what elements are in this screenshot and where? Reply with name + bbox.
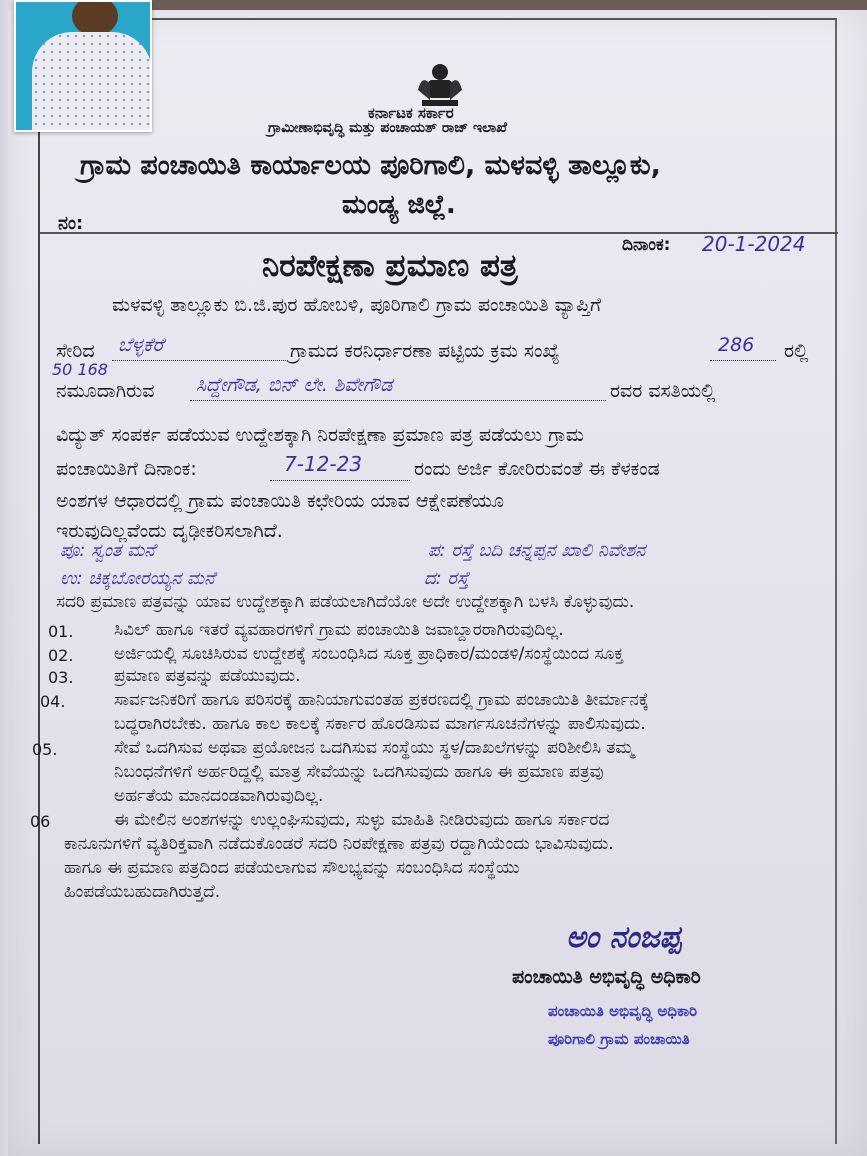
body-line-3-end: ರವರ ವಸತಿಯಲ್ಲಿ <box>610 380 716 402</box>
boundary-north: ಉ: ಚಿಕ್ಕಬೋರಯ್ಯನ ಮನೆ <box>60 568 215 589</box>
date-label: ದಿನಾಂಕ: <box>622 235 671 255</box>
condition-2-text: ಅರ್ಜಿಯಲ್ಲಿ ಸೂಚಿಸಿರುವ ಉದ್ದೇಶಕ್ಕೆ ಸಂಬಂಧಿಸಿದ ಸೂಕ್ತ ಪ್ರಾಧಿಕಾರ/ಮಂಡಳಿ/ಸಂಸ್ಥೆಯಿಂದ ಸೂಕ್ತ <box>114 644 624 664</box>
body-line-2-start: ಸೇರಿದ <box>56 340 95 362</box>
condition-4-text: ಸಾರ್ವಜನಿಕರಿಗೆ ಹಾಗೂ ಪರಿಸರಕ್ಕೆ ಹಾನಿಯಾಗುವಂತಹ ಪ್ರಕರಣದಲ್ಲಿ ಗ್ರಾಮ ಪಂಚಾಯಿತಿ ತೀರ್ಮಾನಕ್ಕೆ <box>114 690 649 710</box>
application-date-blank <box>270 480 410 481</box>
condition-4-text-2: ಬದ್ಧರಾಗಿರಬೇಕು. ಹಾಗೂ ಕಾಲ ಕಾಲಕ್ಕೆ ಸರ್ಕಾರ ಹೊರಡಿಸುವ ಮಾರ್ಗಸೂಚನೆಗಳನ್ನು ಪಾಲಿಸುವುದು. <box>114 714 646 734</box>
official-stamp-line-1: ಪಂಚಾಯಿತಿ ಅಭಿವೃದ್ಧಿ ಅಧಿಕಾರಿ <box>548 1002 698 1020</box>
condition-6-text-3: ಹಾಗೂ ಈ ಪ್ರಮಾಣ ಪತ್ರದಿಂದ ಪಡೆಯಲಾಗುವ ಸೌಲಭ್ಯವನ್ನು ಸಂಬಂಧಿಸಿದ ಸಂಸ್ಥೆಯು <box>64 858 520 878</box>
owner-blank <box>190 400 606 401</box>
body-line-5-start: ಪಂಚಾಯಿತಿಗೆ ದಿನಾಂಕ: <box>56 458 197 480</box>
village-name: ಬೆಳ್ಳಕೆರೆ <box>118 334 164 356</box>
condition-3-number: 03. <box>48 668 74 687</box>
boundary-west: ಪ: ರಸ್ತೆ ಬದಿ ಚನ್ನಪ್ಪನ ಖಾಲಿ ನಿವೇಶನ <box>428 540 646 561</box>
body-line-4: ವಿದ್ಯುತ್ ಸಂಪರ್ಕ ಪಡೆಯುವ ಉದ್ದೇಶಕ್ಕಾಗಿ ನಿರಪೇಕ್ಷಣಾ ಪ್ರಮಾಣ ಪತ್ರ ಪಡೆಯಲು ಗ್ರಾಮ <box>56 424 584 446</box>
condition-3-text: ಪ್ರಮಾಣ ಪತ್ರವನ್ನು ಪಡೆಯುವುದು. <box>114 666 301 686</box>
body-line-1: ಮಳವಳ್ಳಿ ತಾಲ್ಲೂಕು ಬಿ.ಜಿ.ಪುರ ಹೋಬಳಿ, ಪೂರಿಗಾಲಿ ಗ್ರಾಮ ಪಂಚಾಯಿತಿ ವ್ಯಾಪ್ತಿಗೆ <box>112 294 601 316</box>
applicant-photo <box>14 0 152 132</box>
office-line-1: ಗ್ರಾಮ ಪಂಚಾಯಿತಿ ಕಾರ್ಯಾಲಯ ಪೂರಿಗಾಲಿ, ಮಳವಳ್ಳಿ ತಾಲ್ಲೂಕು, <box>80 150 661 181</box>
official-stamp-line-2: ಪೂರಿಗಾಲಿ ಗ್ರಾಮ ಪಂಚಾಯಿತಿ <box>548 1030 690 1048</box>
assessment-number: 286 <box>718 334 755 356</box>
body-line-3-start: ನಮೂದಾಗಿರುವ <box>56 380 155 402</box>
assessment-blank <box>710 360 776 361</box>
condition-4-number: 04. <box>40 692 66 711</box>
village-blank <box>112 360 288 361</box>
body-line-8: ಸದರಿ ಪ್ರಮಾಣ ಪತ್ರವನ್ನು ಯಾವ ಉದ್ದೇಶಕ್ಕಾಗಿ ಪಡೆಯಲಾಗಿದೆಯೋ ಅದೇ ಉದ್ದೇಶಕ್ಕಾಗಿ ಬಳಸಿ ಕೊಳ್ಳುವುದು. <box>56 592 635 612</box>
condition-6-number: 06 <box>30 812 51 831</box>
issue-date: 20-1-2024 <box>702 232 806 256</box>
state-name: ಕರ್ನಾಟಕ ಸರ್ಕಾರ <box>368 104 454 122</box>
condition-5-text: ಸೇವೆ ಒದಗಿಸುವ ಅಥವಾ ಪ್ರಯೋಜನ ಒದಗಿಸುವ ಸಂಸ್ಥೆಯು ಸ್ಥಳ/ದಾಖಲೆಗಳನ್ನು ಪರಿಶೀಲಿಸಿ ತಮ್ಮ <box>114 738 634 758</box>
application-date: 7-12-23 <box>284 452 363 476</box>
office-line-2: ಮಂಡ್ಯ ಜಿಲ್ಲೆ. <box>342 190 456 220</box>
boundary-east: ಪೂ: ಸ್ವಂತ ಮನೆ <box>60 540 156 561</box>
officer-designation: ಪಂಚಾಯಿತಿ ಅಭಿವೃದ್ಧಿ ಅಧಿಕಾರಿ <box>512 966 701 988</box>
condition-2-number: 02. <box>48 646 74 665</box>
body-line-2-middle: ಗ್ರಾಮದ ಕರನಿರ್ಧಾರಣಾ ಪಟ್ಟಿಯ ಕ್ರಮ ಸಂಖ್ಯೆ <box>290 340 560 362</box>
body-line-5-end: ರಂದು ಅರ್ಜಿ ಕೋರಿರುವಂತೆ ಈ ಕೆಳಕಂಡ <box>414 458 660 480</box>
officer-signature: ಅಂ ನಂಜಪ್ಪ <box>566 920 682 955</box>
condition-5-text-3: ಅರ್ಹತೆಯ ಮಾನದಂಡವಾಗಿರುವುದಿಲ್ಲ. <box>114 786 324 806</box>
condition-1-number: 01. <box>48 622 74 641</box>
body-line-6: ಅಂಶಗಳ ಆಧಾರದಲ್ಲಿ ಗ್ರಾಮ ಪಂಚಾಯಿತಿ ಕಛೇರಿಯ ಯಾವ ಆಕ್ಷೇಪಣೆಯೂ <box>56 490 505 512</box>
reference-number-label: ನಂ: <box>58 213 84 234</box>
condition-5-number: 05. <box>32 740 58 759</box>
margin-note: 50 168 <box>52 360 108 379</box>
condition-6-text: ಈ ಮೇಲಿನ ಅಂಶಗಳನ್ನು ಉಲ್ಲಂಘಿಸುವುದು, ಸುಳ್ಳು ಮಾಹಿತಿ ನೀಡಿರುವುದು ಹಾಗೂ ಸರ್ಕಾರದ <box>114 810 610 830</box>
condition-6-text-2: ಕಾನೂನುಗಳಿಗೆ ವ್ಯತಿರಿಕ್ತವಾಗಿ ನಡೆದುಕೊಂಡರೆ ಸದರಿ ನಿರಪೇಕ್ಷಣಾ ಪತ್ರವು ರದ್ದಾಗಿಯೆಂದು ಭಾವಿಸುವುದು. <box>64 834 614 854</box>
body-line-2-end: ರಲ್ಲಿ <box>784 340 809 362</box>
condition-5-text-2: ನಿಬಂಧನೆಗಳಿಗೆ ಅರ್ಹರಿದ್ದಲ್ಲಿ ಮಾತ್ರ ಸೇವೆಯನ್ನು ಒದಗಿಸುವುದು ಹಾಗೂ ಈ ಪ್ರಮಾಣ ಪತ್ರವು <box>114 762 604 782</box>
body-line-7: ಇರುವುದಿಲ್ಲವೆಂದು ದೃಢೀಕರಿಸಲಾಗಿದೆ. <box>56 520 283 542</box>
condition-6-text-4: ಹಿಂಪಡೆಯಬಹುದಾಗಿರುತ್ತದೆ. <box>64 882 221 902</box>
boundary-south: ದ: ರಸ್ತೆ <box>424 568 469 589</box>
state-emblem-icon <box>412 60 468 110</box>
owner-name: ಸಿದ್ದೇಗೌಡ, ಬಿನ್ ಲೇ. ಶಿವೇಗೌಡ <box>196 374 393 396</box>
condition-1-text: ಸಿವಿಲ್ ಹಾಗೂ ಇತರೆ ವ್ಯವಹಾರಗಳಿಗೆ ಗ್ರಾಮ ಪಂಚಾಯಿತಿ ಜವಾಬ್ದಾರರಾಗಿರುವುದಿಲ್ಲ. <box>114 620 564 640</box>
document-title: ನಿರಪೇಕ್ಷಣಾ ಪ್ರಮಾಣ ಪತ್ರ <box>262 248 518 284</box>
department-name: ಗ್ರಾಮೀಣಾಭಿವೃದ್ಧಿ ಮತ್ತು ಪಂಚಾಯತ್ ರಾಜ್ ಇಲಾಖೆ <box>268 120 507 136</box>
